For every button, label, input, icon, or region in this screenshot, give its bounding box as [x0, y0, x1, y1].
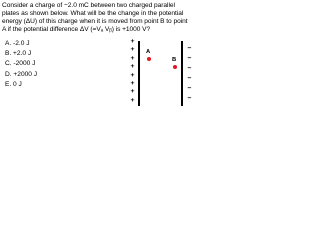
right-plate-signs — [186, 44, 193, 104]
choice-c[interactable]: C. -2000 J — [5, 60, 36, 68]
choice-a[interactable]: A. -2.0 J — [5, 40, 30, 47]
minus-sign: − — [187, 55, 192, 62]
minus-sign: − — [187, 85, 192, 92]
negative-plate — [181, 41, 183, 106]
minus-sign: − — [187, 45, 192, 52]
minus-sign: − — [187, 65, 192, 72]
plus-sign: + — [130, 63, 135, 71]
question-line: plates as shown below. What will be the change in the potential — [2, 9, 184, 17]
positive-plate — [138, 41, 140, 106]
plus-sign: + — [130, 96, 135, 104]
plus-sign: + — [130, 88, 135, 96]
minus-sign: − — [187, 75, 192, 82]
point-b-label: B — [172, 57, 177, 63]
choice-e[interactable]: E. 0 J — [5, 80, 22, 88]
answer-choices — [5, 39, 37, 90]
plus-sign: + — [130, 71, 135, 79]
left-plate-signs — [129, 38, 136, 105]
point-a-label: A — [146, 49, 151, 55]
choice-d[interactable]: D. +2000 J — [5, 70, 38, 78]
question-line: energy (ΔU) of this charge when it is moved from point B to point — [2, 17, 188, 25]
plus-sign: + — [130, 46, 135, 54]
choice-b[interactable]: B. +2.0 J — [5, 50, 32, 58]
question-text — [2, 2, 198, 34]
question-line: A if the potential difference ΔV (=Vₐ Vᵦ) is +1000 V? — [2, 25, 151, 33]
point-a-dot — [147, 57, 151, 61]
minus-sign: − — [187, 95, 192, 102]
plus-sign: + — [130, 38, 135, 45]
point-b-dot — [173, 65, 177, 69]
plus-sign: + — [130, 54, 135, 62]
plus-sign: + — [130, 80, 135, 88]
question-line: Consider a charge of −2.0 mC between two charged parallel — [2, 2, 175, 9]
parallel-plates-diagram — [120, 38, 194, 110]
